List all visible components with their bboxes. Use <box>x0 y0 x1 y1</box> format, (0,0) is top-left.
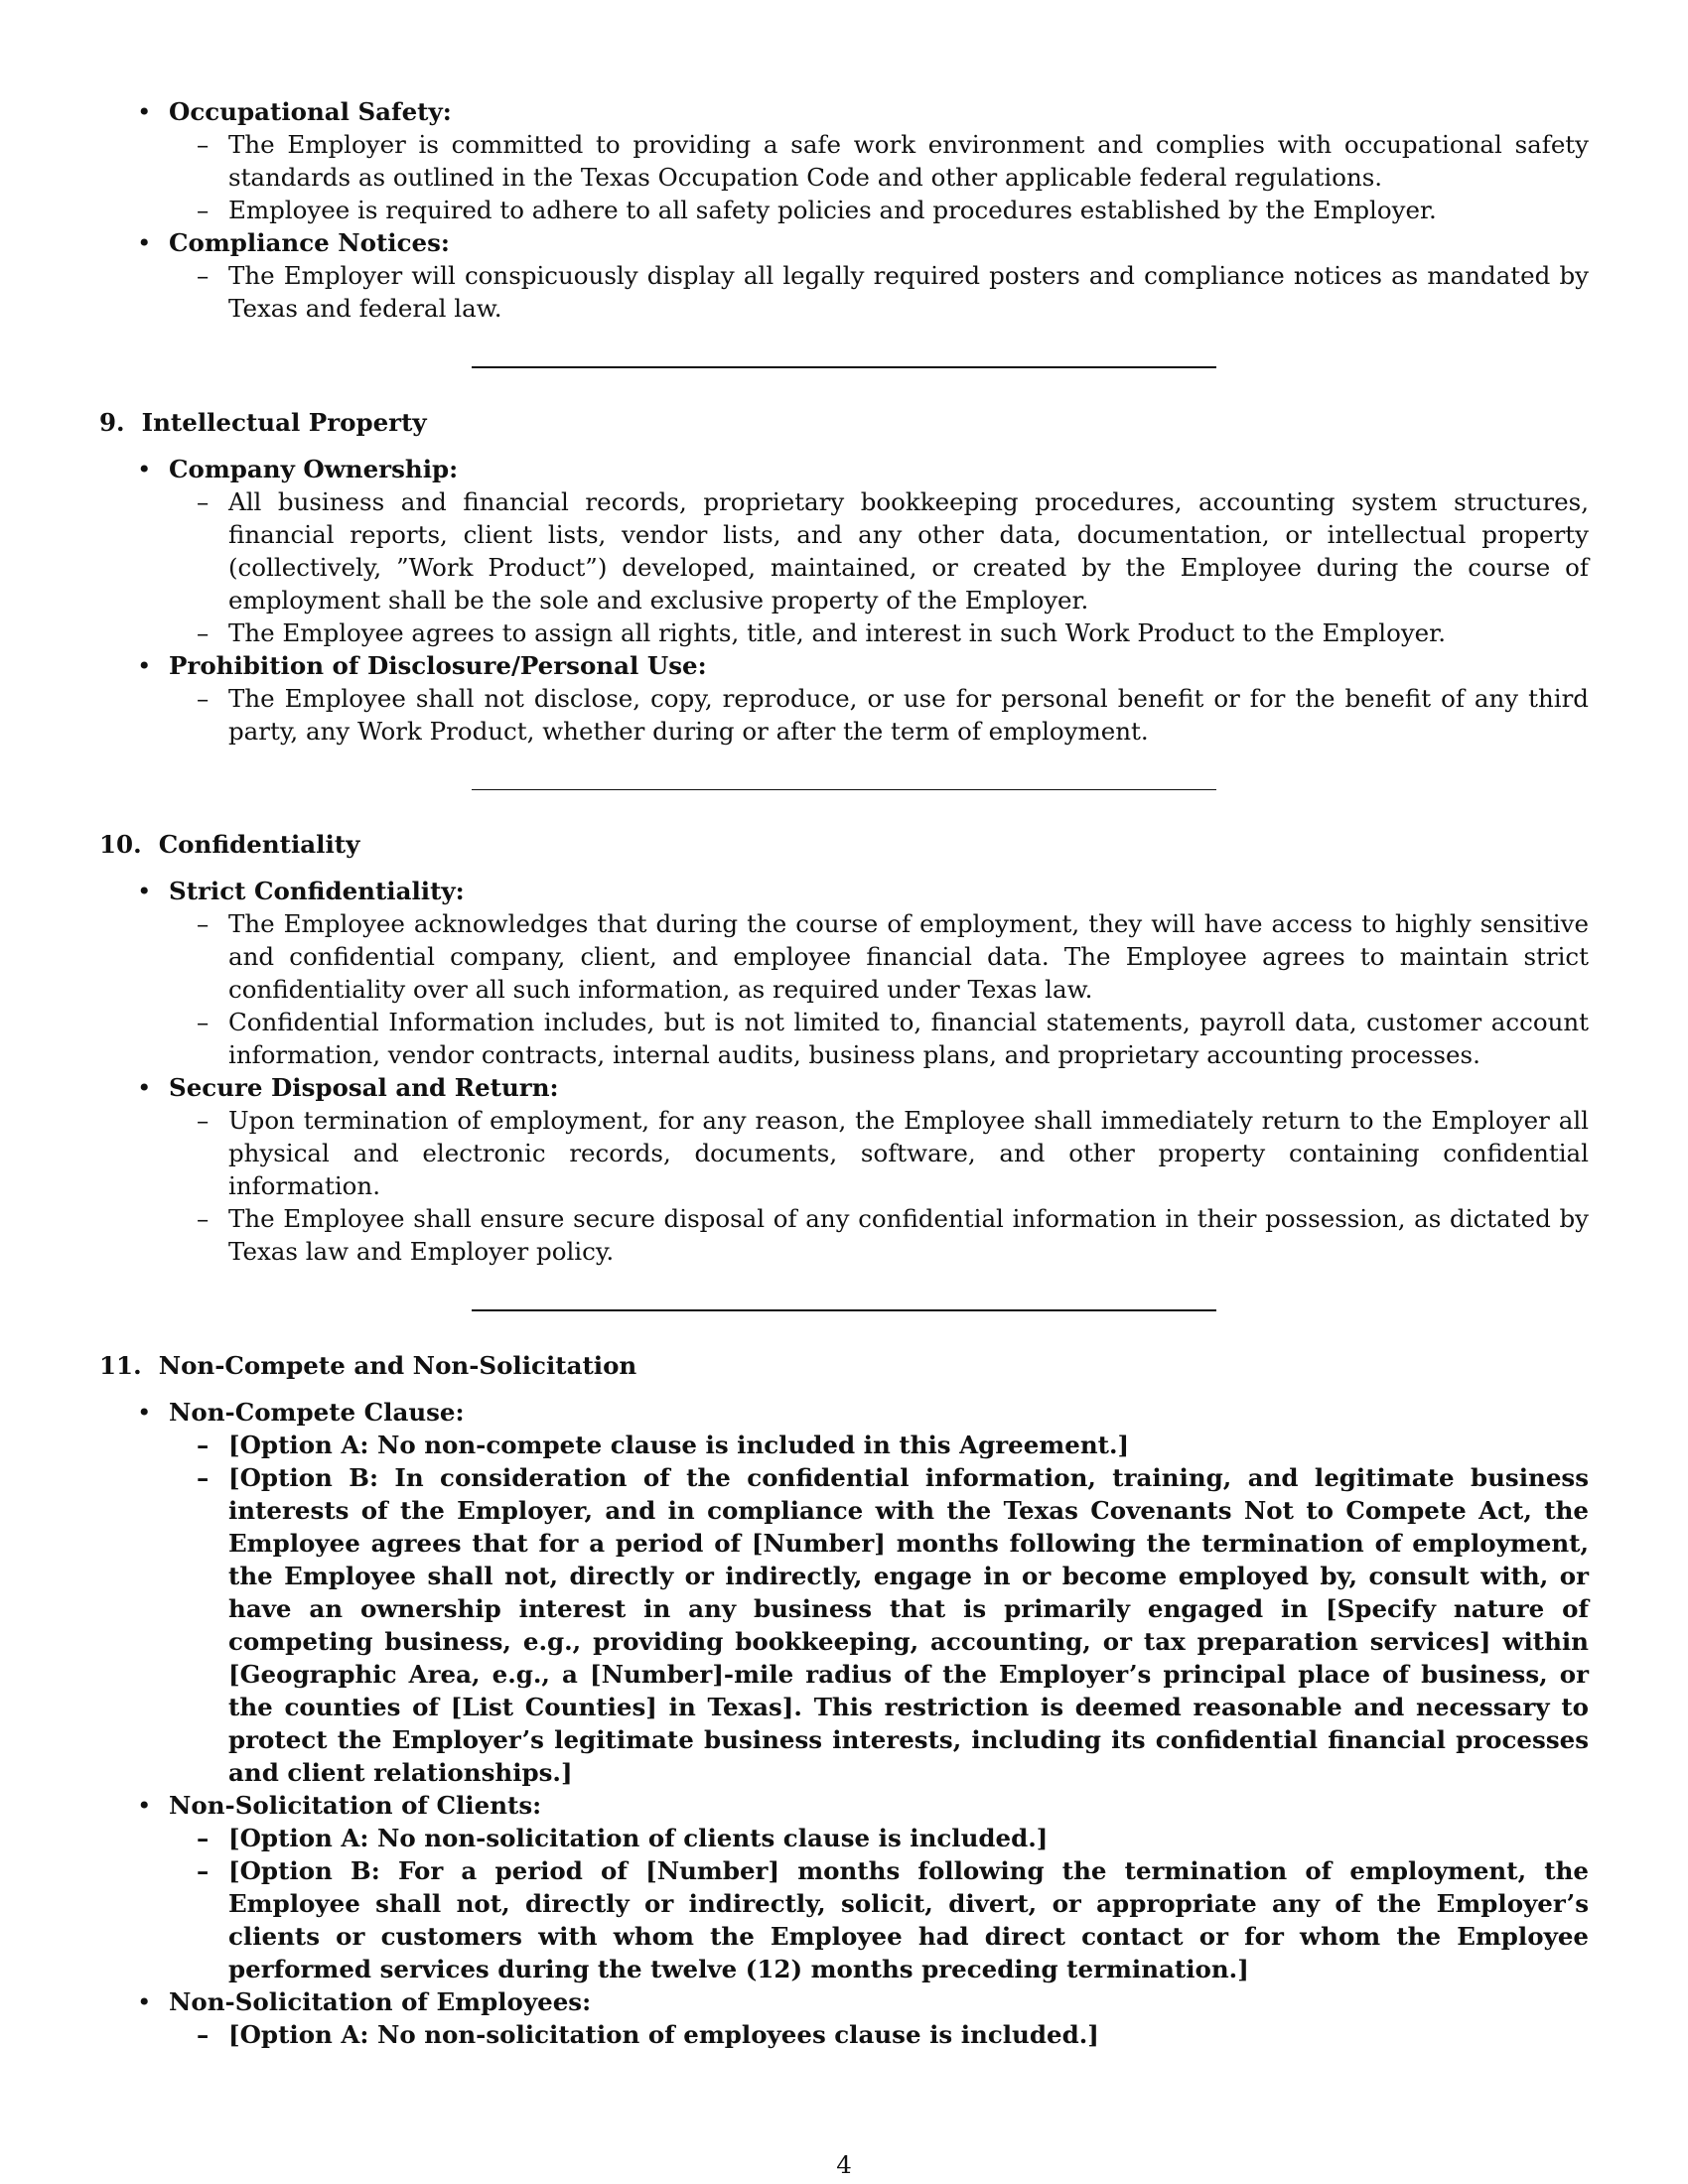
sub-list-item <box>99 194 1589 226</box>
sub-item-text: The Employee acknowledges that during the course of employment, they will have access to highly sensitive and confidential company, client, and employee financial data. The Employee agrees to maintain strict confidentiality over all such information, as required under Texas law. <box>228 909 1589 1004</box>
dash-icon: – <box>197 130 210 159</box>
dash-icon: – <box>197 261 210 290</box>
dash-icon: – <box>197 909 210 938</box>
sub-list <box>169 682 1589 748</box>
bullet-icon: • <box>137 877 152 905</box>
section-title: Intellectual Property <box>141 408 427 437</box>
item-heading: Non-Compete Clause: <box>169 1398 465 1427</box>
sub-list-item <box>99 1006 1589 1071</box>
sub-list <box>169 2018 1589 2051</box>
bullet-icon: • <box>137 1073 152 1102</box>
bullet-icon: • <box>137 1398 152 1427</box>
list-item <box>99 875 1589 1071</box>
section-title: Non-Compete and Non-Solicitation <box>158 1351 637 1380</box>
sub-list <box>169 907 1589 1071</box>
bullet-list <box>99 1396 1589 2051</box>
sub-list-item <box>99 1461 1589 1789</box>
dash-icon: – <box>197 684 210 713</box>
sub-item-text: All business and financial records, proprietary bookkeeping procedures, accounting system structures, financial reports, client lists, vendor lists, and any other data, documentation, or intellectual property (collectively, ”Work Product”) developed, maintained, or created by the Employee during the course of employment shall be the sole and exclusive property of the Employer. <box>228 487 1589 614</box>
sub-list-item <box>99 128 1589 194</box>
sub-item-text: [Option B: For a period of [Number] months following the termination of employment, the Employee shall not, directly or indirectly, solicit, divert, or appropriate any of the Employer’s clients or customers with whom the Employee had direct contact or for whom the Employee performed services during the twelve (12) months preceding termination.] <box>228 1856 1589 1983</box>
dash-icon: – <box>197 618 210 647</box>
sub-list <box>169 1104 1589 1268</box>
item-heading: Compliance Notices: <box>169 228 450 257</box>
dash-icon: – <box>197 487 210 516</box>
sub-list-item <box>99 1854 1589 1985</box>
sub-item-text: The Employee agrees to assign all rights, title, and interest in such Work Product to the Employer. <box>228 618 1446 647</box>
continued-section-8 <box>99 95 1589 325</box>
list-item <box>99 226 1589 325</box>
list-item <box>99 1789 1589 1985</box>
dash-icon: – <box>197 1008 210 1036</box>
sub-list <box>169 485 1589 649</box>
section-number: 10. <box>99 830 142 859</box>
sub-list-item <box>99 259 1589 325</box>
item-heading: Occupational Safety: <box>169 97 452 126</box>
item-heading: Non-Solicitation of Clients: <box>169 1791 542 1820</box>
bullet-list <box>99 453 1589 748</box>
sub-list <box>169 259 1589 325</box>
section-heading <box>99 406 1589 439</box>
dash-icon: – <box>197 1204 210 1233</box>
sub-list <box>169 1429 1589 1789</box>
dash-icon: – <box>197 1463 210 1492</box>
sub-list-item <box>99 1202 1589 1268</box>
sub-item-text: [Option B: In consideration of the confidential information, training, and legitimate business interests of the Employer, and in compliance with the Texas Covenants Not to Compete Act, the Employee agrees that for a period of [Number] months following the termination of employment, the Employee shall not, directly or indirectly, engage in or become employed by, consult with, or have an ownership interest in any business that is primarily engaged in [Specify nature of competing business, e.g., providing bookkeeping, accounting, or tax preparation services] within [Geographic Area, e.g., a [Number]-mile radius of the Employer’s principal place of business, or the counties of [List Counties] in Texas]. This restriction is deemed reasonable and necessary to protect the Employer’s legitimate business interests, including its confidential financial processes and client relationships.] <box>228 1463 1589 1787</box>
dash-icon: – <box>197 1431 210 1459</box>
sub-list-item <box>99 2018 1589 2051</box>
list-item <box>99 1985 1589 2051</box>
item-heading: Prohibition of Disclosure/Personal Use: <box>169 651 707 680</box>
section-9 <box>99 406 1589 748</box>
sub-item-text: Confidential Information includes, but is not limited to, financial statements, payroll data, customer account information, vendor contracts, internal audits, business plans, and proprietary accounting processes. <box>228 1008 1589 1069</box>
dash-icon: – <box>197 1856 210 1885</box>
sub-list <box>169 128 1589 226</box>
item-heading: Company Ownership: <box>169 455 459 483</box>
sub-list-item <box>99 907 1589 1006</box>
sub-item-text: Employee is required to adhere to all safety policies and procedures established by the Employer. <box>228 196 1437 224</box>
sub-item-text: The Employer is committed to providing a safe work environment and complies with occupational safety standards as outlined in the Texas Occupation Code and other applicable federal regulations. <box>228 130 1589 192</box>
bullet-icon: • <box>137 97 152 126</box>
item-heading: Secure Disposal and Return: <box>169 1073 559 1102</box>
list-item <box>99 453 1589 649</box>
bullet-list <box>99 875 1589 1268</box>
sub-item-text: The Employee shall not disclose, copy, reproduce, or use for personal benefit or for the benefit of any third party, any Work Product, whether during or after the term of employment. <box>228 684 1589 746</box>
bullet-icon: • <box>137 651 152 680</box>
sub-list-item <box>99 616 1589 649</box>
section-number: 9. <box>99 408 125 437</box>
page-number: 4 <box>836 2150 852 2179</box>
bullet-icon: • <box>137 1987 152 2016</box>
sub-item-text: [Option A: No non-solicitation of clients clause is included.] <box>228 1824 1049 1852</box>
section-number: 11. <box>99 1351 142 1380</box>
sub-item-text: Upon termination of employment, for any reason, the Employee shall immediately return to the Employer all physical and electronic records, documents, software, and other property containing confidential information. <box>228 1106 1589 1200</box>
sub-list-item <box>99 1104 1589 1202</box>
dash-icon: – <box>197 1106 210 1135</box>
sub-item-text: The Employer will conspicuously display all legally required posters and compliance notices as mandated by Texas and federal law. <box>228 261 1589 323</box>
bullet-list <box>99 95 1589 325</box>
list-item <box>99 1071 1589 1268</box>
sub-item-text: [Option A: No non-solicitation of employees clause is included.] <box>228 2020 1099 2049</box>
section-11 <box>99 1349 1589 2051</box>
list-item <box>99 649 1589 748</box>
sub-list-item <box>99 1822 1589 1854</box>
sub-item-text: The Employee shall ensure secure disposal of any confidential information in their possession, as dictated by Texas law and Employer policy. <box>228 1204 1589 1266</box>
sub-item-text: [Option A: No non-compete clause is included in this Agreement.] <box>228 1431 1130 1459</box>
list-item <box>99 95 1589 226</box>
sub-list <box>169 1822 1589 1985</box>
item-heading: Strict Confidentiality: <box>169 877 465 905</box>
section-heading <box>99 1349 1589 1382</box>
sub-list-item <box>99 485 1589 616</box>
bullet-icon: • <box>137 1791 152 1820</box>
section-heading <box>99 828 1589 861</box>
item-heading: Non-Solicitation of Employees: <box>169 1987 592 2016</box>
dash-icon: – <box>197 196 210 224</box>
dash-icon: – <box>197 1824 210 1852</box>
dash-icon: – <box>197 2020 210 2049</box>
section-title: Confidentiality <box>158 830 360 859</box>
list-item <box>99 1396 1589 1789</box>
bullet-icon: • <box>137 228 152 257</box>
bullet-icon: • <box>137 455 152 483</box>
sub-list-item <box>99 682 1589 748</box>
sub-list-item <box>99 1429 1589 1461</box>
section-10 <box>99 828 1589 1268</box>
